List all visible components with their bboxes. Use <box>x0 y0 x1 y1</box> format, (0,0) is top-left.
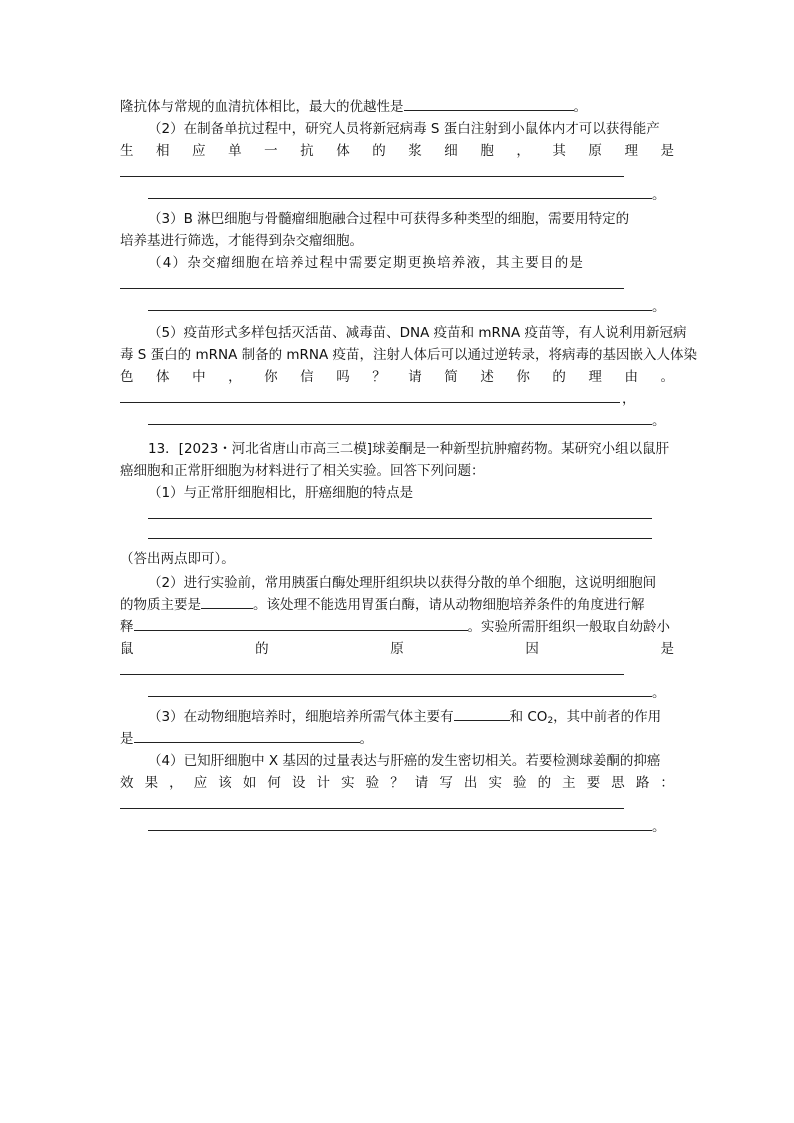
q13-p4-line1 <box>120 750 674 772</box>
q13-p2-line1 <box>120 572 674 594</box>
spread-char: 果 <box>144 775 159 791</box>
period: 。 <box>359 731 373 747</box>
q13-p4-spread-line <box>120 772 674 794</box>
q12-p3-text: （3）B 淋巴细胞与骨髓瘤细胞融合过程中可获得多种类型的细胞，需要用特定的 <box>148 211 630 227</box>
answer-rule[interactable] <box>148 518 652 519</box>
spread-char: 相 <box>156 143 170 159</box>
spread-char: 请 <box>414 775 429 791</box>
spread-char: 体 <box>156 369 170 385</box>
spread-char: 验 <box>513 775 527 791</box>
answer-rule[interactable] <box>120 288 624 289</box>
q13-p3-text: （3）在动物细胞培养时，细胞培养所需气体主要有 <box>148 709 454 725</box>
q13-p2-answer-line2 <box>120 682 674 704</box>
q13-p4-answer-line1 <box>120 794 674 816</box>
spread-char: 设 <box>291 775 306 791</box>
spread-char: 信 <box>300 369 314 385</box>
q12-p3-text: 培养基进行筛选，才能得到杂交瘤细胞。 <box>120 233 363 249</box>
spread-char: ？ <box>372 369 386 385</box>
q13-p2-spread-line <box>120 638 674 660</box>
q12-p4-answer-line2 <box>120 296 674 318</box>
q13-p2-text: 的物质主要是 <box>120 597 201 613</box>
answer-rule[interactable] <box>148 310 652 311</box>
spread-char: 胞 <box>480 143 494 159</box>
spread-char: ， <box>516 143 530 159</box>
q12-p3-line2 <box>120 230 674 252</box>
q13-intro-text: 13．[2023・河北省唐山市高三二模]球姜酮是一种新型抗肿瘤药物。某研究小组以鼠肝 <box>148 441 670 457</box>
q12-p5-line2 <box>120 344 698 366</box>
q13-p4-text: （4）已知肝细胞中 X 基因的过量表达与肝癌的发生密切相关。若要检测球姜酮的抑癌 <box>148 753 661 769</box>
spread-char: 一 <box>264 143 278 159</box>
q12-p3-line1 <box>120 208 674 230</box>
period: 。 <box>573 99 587 115</box>
q13-p1-note-text: （答出两点即可）。 <box>120 551 235 567</box>
q12-p2-spread-line <box>120 140 674 162</box>
spread-char: 该 <box>218 775 232 791</box>
subscript: 2 <box>547 716 554 726</box>
spread-char: ， <box>228 369 242 385</box>
q13-p2-line2 <box>120 594 674 616</box>
spread-char: 的 <box>552 369 566 385</box>
period: 。 <box>652 685 666 701</box>
answer-blank[interactable] <box>404 96 574 111</box>
answer-rule[interactable] <box>148 198 652 199</box>
q12-p2-answer-line2 <box>120 184 674 206</box>
spread-char: 理 <box>624 143 638 159</box>
answer-rule[interactable] <box>148 696 652 697</box>
answer-rule[interactable] <box>148 830 652 831</box>
q12-p2-text: （2）在制备单抗过程中，研究人员将新冠病毒 S 蛋白注射到小鼠体内才可以获得能产 <box>148 121 660 137</box>
q12-p5-spread-line <box>120 366 674 388</box>
q12-p5-answer-line1 <box>120 388 674 410</box>
q12-p4-text: （4）杂交瘤细胞在培养过程中需要定期更换培养液，其主要目的是 <box>148 255 585 271</box>
spread-char: 简 <box>444 369 458 385</box>
spread-char: 鼠 <box>120 641 134 657</box>
q13-p1-note <box>120 548 674 570</box>
q13-intro-line2 <box>120 460 674 482</box>
q13-p3-line1 <box>120 706 674 728</box>
spread-char: 色 <box>120 369 134 385</box>
answer-blank[interactable] <box>201 594 253 609</box>
spread-char: 何 <box>267 775 281 791</box>
spread-char: 主 <box>562 775 576 791</box>
q12-p4-answer-line1 <box>120 274 674 296</box>
spread-char: 验 <box>365 775 380 791</box>
spread-char: 原 <box>588 143 602 159</box>
q13-p2-text: （2）进行实验前，常用胰蛋白酶处理肝组织块以获得分散的单个细胞，这说明细胞间 <box>148 575 657 591</box>
q13-p2-text: 。实验所需肝组织一般取自幼龄小 <box>467 619 670 635</box>
answer-rule[interactable] <box>120 176 624 177</box>
spread-char: 的 <box>372 143 386 159</box>
spread-char: 因 <box>525 641 539 657</box>
q12-p5-text: （5）疫苗形式多样包括灭活苗、减毒苗、DNA 疫苗和 mRNA 疫苗等，有人说利用新冠病 <box>148 325 687 341</box>
period: 。 <box>652 819 666 835</box>
q13-intro-line1 <box>120 438 674 460</box>
spread-char: 写 <box>439 775 453 791</box>
q12-p4-line1 <box>120 252 674 274</box>
spread-char: ： <box>660 775 674 791</box>
q13-p2-answer-line1 <box>120 660 674 682</box>
spread-char: 实 <box>488 775 502 791</box>
q13-p3-text: 和 CO <box>509 709 548 725</box>
spread-char: 述 <box>480 369 494 385</box>
spread-char: 出 <box>463 775 478 791</box>
spread-char: 是 <box>660 143 674 159</box>
spread-char: 其 <box>552 143 566 159</box>
q12-p5-text: 毒 S 蛋白的 mRNA 制备的 mRNA 疫苗，注射人体后可以通过逆转录，将病毒的基因嵌入人体染 <box>120 347 698 363</box>
comma: ， <box>622 391 636 407</box>
spread-char: 请 <box>408 369 422 385</box>
answer-rule[interactable] <box>120 402 620 403</box>
q12-p2-line1 <box>120 118 674 140</box>
spread-char: 中 <box>192 369 206 385</box>
spread-char: 效 <box>120 775 134 791</box>
spread-char: 思 <box>611 775 625 791</box>
answer-rule[interactable] <box>148 538 652 539</box>
worksheet-page <box>120 96 698 838</box>
spread-char: 抗 <box>300 143 314 159</box>
spread-char: 应 <box>193 775 208 791</box>
q13-intro-text: 癌细胞和正常肝细胞为材料进行了相关实验。回答下列问题： <box>120 463 485 479</box>
spread-char: 单 <box>228 143 242 159</box>
spread-char: 的 <box>537 775 552 791</box>
q13-p2-text: 释 <box>120 619 134 635</box>
spread-char: 实 <box>341 775 355 791</box>
q12-line1 <box>120 96 674 118</box>
spread-char: 体 <box>336 143 350 159</box>
q13-p2-line3 <box>120 616 674 638</box>
spread-char: 如 <box>242 775 257 791</box>
spread-char: 应 <box>192 143 206 159</box>
q13-p1-line1 <box>120 482 674 504</box>
q13-p1-text: （1）与正常肝细胞相比，肝癌细胞的特点是 <box>148 485 414 501</box>
spread-char: 。 <box>660 369 674 385</box>
answer-rule[interactable] <box>148 424 652 425</box>
spread-char: 原 <box>390 641 404 657</box>
spread-char: 路 <box>635 775 650 791</box>
q12-text: 隆抗体与常规的血清抗体相比，最大的优越性是 <box>120 99 404 115</box>
q13-p3-text: 是 <box>120 731 134 747</box>
q13-p1-answer-line1 <box>120 504 674 526</box>
answer-blank[interactable] <box>134 616 468 631</box>
q12-p5-line1 <box>120 322 687 344</box>
spread-char: ， <box>169 775 183 791</box>
spread-char: 计 <box>316 775 330 791</box>
spread-char: 浆 <box>408 143 422 159</box>
spread-char: 是 <box>660 641 674 657</box>
q12-p5-answer-line2 <box>120 410 674 432</box>
q13-p3-line2 <box>120 728 674 750</box>
answer-blank[interactable] <box>454 706 510 721</box>
q13-p1-answer-line2 <box>120 526 674 548</box>
answer-blank[interactable] <box>134 728 360 743</box>
period: 。 <box>652 413 666 429</box>
spread-char: 你 <box>264 369 278 385</box>
spread-char: 细 <box>444 143 458 159</box>
spread-char: 要 <box>586 775 601 791</box>
answer-rule[interactable] <box>120 808 624 809</box>
q12-p2-answer-line1 <box>120 162 674 184</box>
q13-p3-text: ，其中前者的作用 <box>553 709 662 725</box>
spread-char: 吗 <box>336 369 350 385</box>
q13-p4-answer-line2 <box>120 816 674 838</box>
spread-char: 你 <box>516 369 530 385</box>
spread-char: 生 <box>120 143 134 159</box>
spread-char: 由 <box>624 369 638 385</box>
spread-char: 理 <box>588 369 602 385</box>
spread-char: ？ <box>390 775 404 791</box>
period: 。 <box>652 299 666 315</box>
spread-char: 的 <box>255 641 269 657</box>
period: 。 <box>652 187 666 203</box>
answer-rule[interactable] <box>120 674 624 675</box>
q13-p2-text: 。该处理不能选用胃蛋白酶，请从动物细胞培养条件的角度进行解 <box>253 597 645 613</box>
